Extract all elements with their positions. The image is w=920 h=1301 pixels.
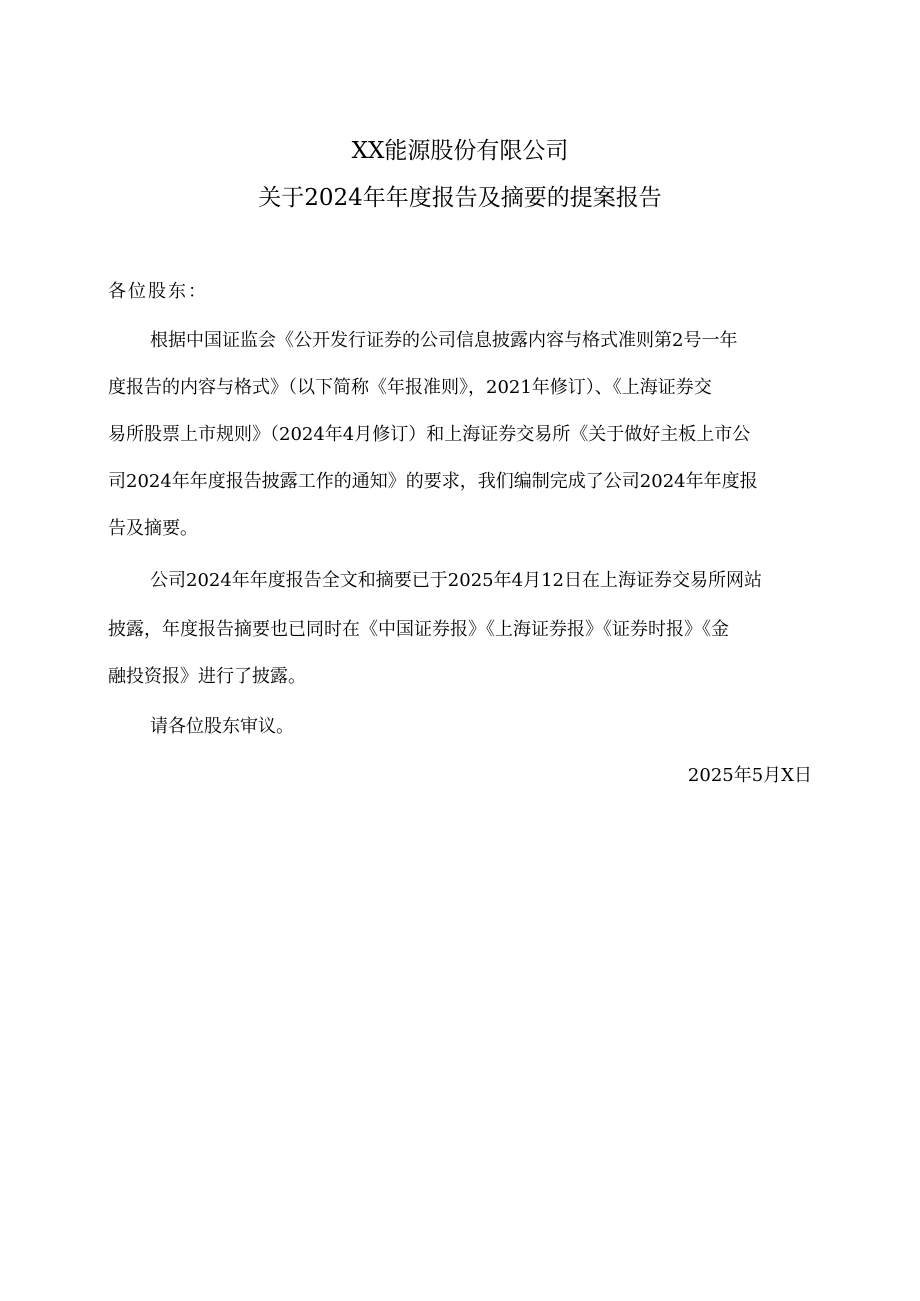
paragraph-1-line-5: 告及摘要。 — [108, 518, 198, 539]
paragraph-1-line-2: 度报告的内容与格式》（以下简称《年报准则》，2021年修订）、《上海证券交 — [108, 377, 712, 398]
report-title: 关于2024年年度报告及摘要的提案报告 — [258, 185, 662, 211]
company-title: XX能源股份有限公司 — [351, 138, 569, 164]
paragraph-2-line-3: 融投资报》进行了披露。 — [108, 666, 306, 687]
paragraph-1-line-3: 易所股票上市规则》（2024年4月修订）和上海证券交易所《关于做好主板上市公 — [108, 424, 751, 445]
paragraph-1-line-1: 根据中国证监会《公开发行证券的公司信息披露内容与格式准则第2号一年 — [150, 330, 738, 351]
paragraph-3: 请各位股东审议。 — [150, 716, 294, 737]
document-date: 2025年5月X日 — [687, 765, 812, 786]
paragraph-1-line-4: 司2024年年度报告披露工作的通知》的要求，我们编制完成了公司2024年年度报 — [108, 471, 758, 492]
paragraph-2-line-1: 公司2024年年度报告全文和摘要已于2025年4月12日在上海证券交易所网站 — [150, 570, 762, 591]
paragraph-2-line-2: 披露，年度报告摘要也已同时在《中国证券报》《上海证券报》《证券时报》《金 — [108, 619, 729, 640]
greeting: 各位股东： — [108, 281, 208, 302]
